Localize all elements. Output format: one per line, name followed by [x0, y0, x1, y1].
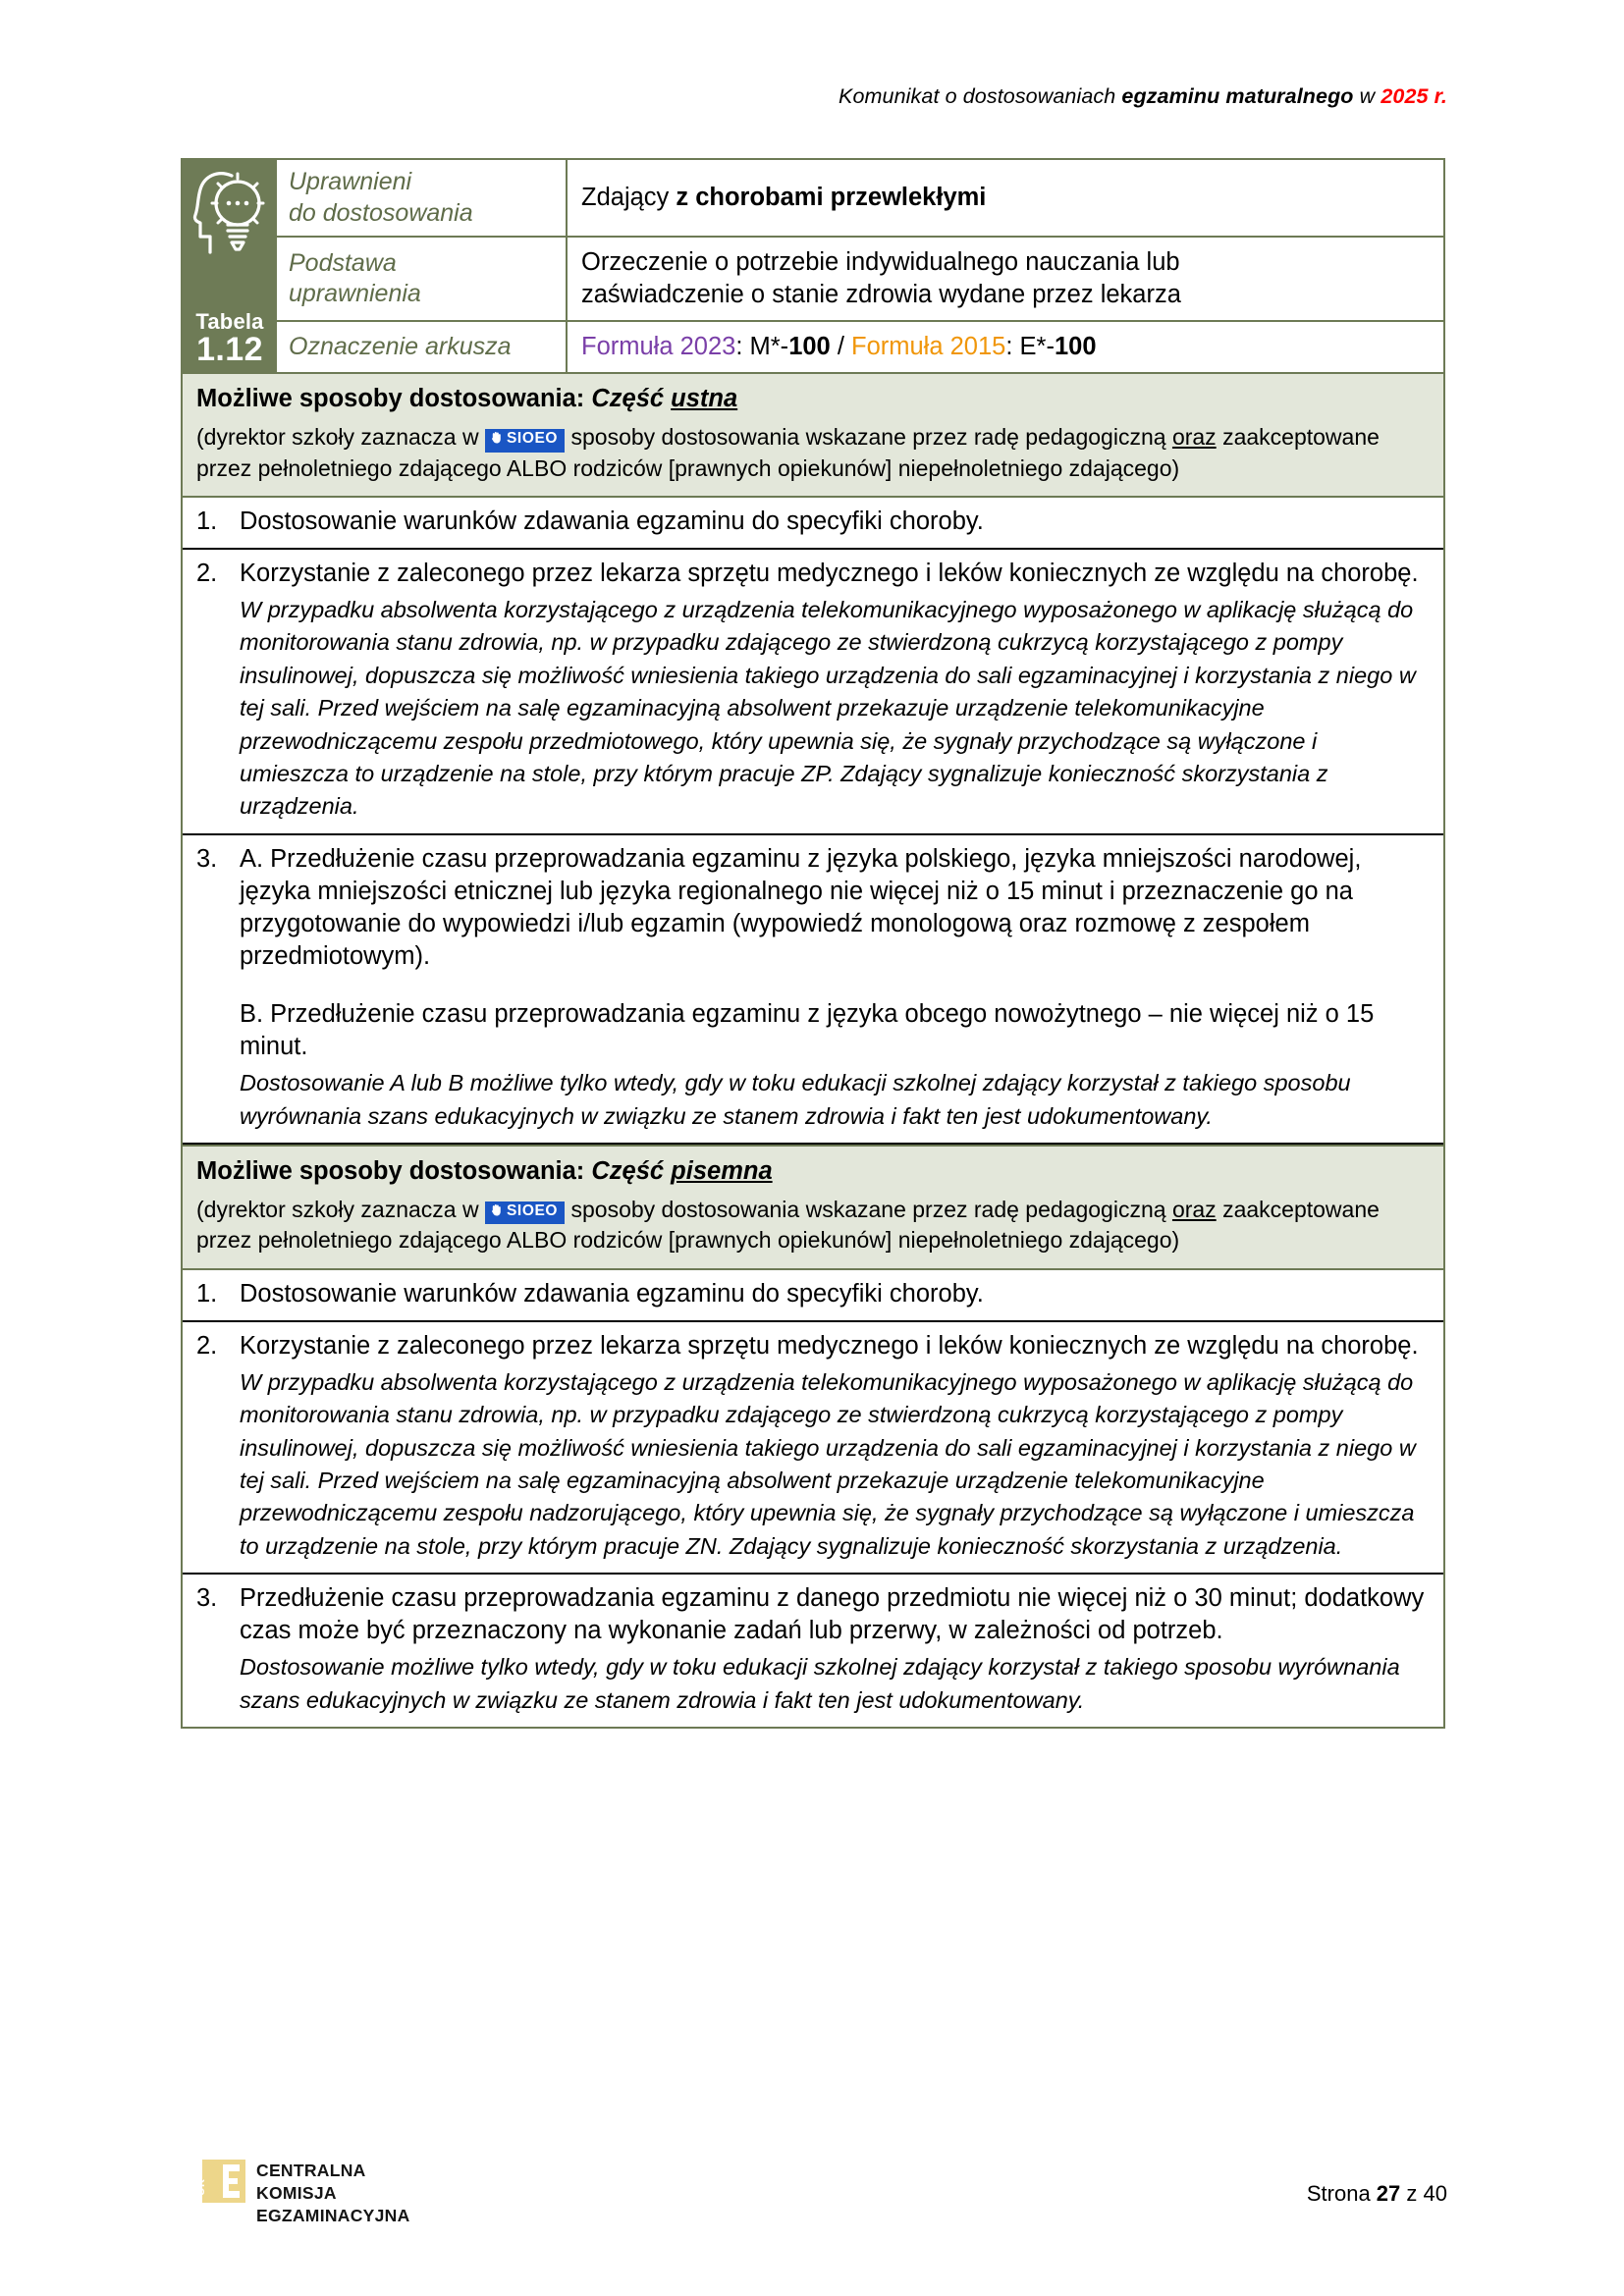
section-note-oral-p3: zaakceptowane przez pełnoletniego zdającego ALBO rodziców [prawnych opiekunów] niepełnoletniego zdającego): [196, 424, 1380, 481]
sioeo-badge[interactable]: [485, 429, 565, 452]
page-number-current: 27: [1376, 2181, 1401, 2206]
list-item: [183, 1322, 1443, 1575]
formula-2015-label: Formuła 2015: [851, 333, 1006, 361]
cke-logo-k: K: [195, 2179, 207, 2187]
list-item-number: 2.: [196, 559, 218, 587]
list-item-text: Przedłużenie czasu przeprowadzania egzaminu z danego przedmiotu nie więcej niż o 30 minut; dodatkowy czas może być przeznaczony na wykonanie zadań lub przerwy, w zależności od potrzeb.: [240, 1584, 1425, 1645]
list-item: [183, 550, 1443, 835]
header-label-basis-line2: uprawnienia: [289, 280, 421, 308]
list-item-body: [240, 558, 1430, 824]
header-value-eligible-normal: Zdający: [581, 183, 677, 211]
list-item-text: Korzystanie z zaleconego przez lekarza sprzętu medycznego i leków koniecznych ze względu na chorobę.: [240, 559, 1419, 587]
formula-2023-label: Formuła 2023: [581, 333, 736, 361]
list-item: [183, 1270, 1443, 1322]
paragraph-spacer: [240, 973, 1430, 998]
cke-logo-line3: EGZAMINACYJNA: [256, 2206, 410, 2226]
page-number-middle: z: [1400, 2181, 1424, 2206]
cke-logo-line2: KOMISJA: [256, 2183, 337, 2204]
section-note-written-p1: (dyrektor szkoły zaznacza w: [196, 1197, 485, 1223]
header-row-basis: [277, 238, 1443, 322]
sioeo-badge[interactable]: [485, 1201, 565, 1224]
section-note-oral-p2: sposoby dostosowania wskazane przez radę pedagogiczną: [565, 424, 1172, 451]
section-note-oral-oraz: oraz: [1171, 424, 1217, 451]
header-label-basis: [277, 238, 568, 320]
list-item-text-a: A. Przedłużenie czasu przeprowadzania egzaminu z języka polskiego, języka mniejszości narodowej, języka mniejszości etnicznej lub języka regionalnego nie więcej niż o 15 minut i przeznaczenie go na przygotowanie do wypowiedzi i/lub egzamin (wypowiedź monologową oraz rozmowę z zespołem przedmiotowym).: [240, 844, 1362, 971]
section-title-oral-part: Część: [591, 385, 672, 413]
list-item-number: 3.: [196, 844, 218, 873]
sioeo-badge-label: SIOEO: [506, 1202, 559, 1220]
formula-2015-code-prefix: E*-: [1019, 333, 1055, 361]
formula-2023-code-bold: 100: [788, 333, 831, 361]
list-item: [183, 835, 1443, 1146]
header-row-eligible: [277, 160, 1443, 238]
table-badge-number: 1.12: [196, 330, 263, 368]
formula-2023-code-prefix: M*-: [749, 333, 789, 361]
table-header-block: [183, 160, 1443, 372]
header-label-eligible: [277, 160, 568, 236]
running-header-middle: w: [1353, 84, 1381, 108]
page-number: [1307, 2181, 1447, 2207]
section-note-written: [196, 1195, 1430, 1256]
section-title-written-prefix: Możliwe sposoby dostosowania:: [196, 1157, 592, 1186]
section-title-written-kind: pisemna: [671, 1157, 773, 1186]
list-item-note: Dostosowanie możliwe tylko wtedy, gdy w toku edukacji szkolnej zdający korzystał z takiego sposobu wyrównania szans edukacyjnych w związku ze stanem zdrowia i fakt ten jest udokumentowany.: [240, 1654, 1400, 1713]
table-badge-cell: [183, 160, 277, 372]
section-header-written: [183, 1145, 1443, 1269]
list-item-body: [240, 1278, 1430, 1310]
list-item-note: W przypadku absolwenta korzystającego z urządzenia telekomunikacyjnego wyposażonego w aplikację służącą do monitorowania stanu zdrowia, np. w przypadku zdającego ze stwierdzoną cukrzycą korzystającego z pompy insulinowej, dopuszcza się możliwość wniesienia takiego urządzenia do sali egzaminacyjnej i korzystania z niego w tej sali. Przed wejściem na salę egzaminacyjną absolwent przekazuje urządzenie telekomunikacyjne przewodniczącemu zespołu przedmiotowego, który upewnia się, że sygnały przychodzące są wyłączone i umieszcza to urządzenie na stole, przy którym pracuje ZP. Zdający sygnalizuje konieczność skorzystania z urządzenia.: [240, 597, 1416, 820]
header-label-sheet-code: [277, 322, 568, 372]
section-note-written-oraz: oraz: [1171, 1197, 1217, 1223]
list-item-text: Korzystanie z zaleconego przez lekarza sprzętu medycznego i leków koniecznych ze względu na chorobę.: [240, 1331, 1419, 1360]
header-value-basis-line2: zaświadczenie o stanie zdrowia wydane przez lekarza: [581, 281, 1181, 309]
table-badge-text: [183, 311, 277, 366]
table-header-rows: [277, 160, 1443, 372]
list-item-body: [240, 1582, 1430, 1717]
sioeo-hand-icon: [490, 431, 504, 449]
list-item-number: 3.: [196, 1584, 218, 1613]
list-item-number: 1.: [196, 507, 218, 535]
cke-logo-text: [256, 2160, 410, 2227]
list-item-body: [240, 506, 1430, 538]
formula-2015-sep: :: [1005, 333, 1020, 361]
section-title-oral-kind: ustna: [671, 385, 738, 413]
cke-logo-mark-icon: [195, 2160, 245, 2203]
header-label-eligible-line1: Uprawnieni: [289, 168, 412, 195]
cke-logo: [195, 2160, 410, 2227]
list-item-body: [240, 843, 1430, 1134]
list-item-number: 1.: [196, 1279, 218, 1308]
cke-logo-e: [223, 2164, 240, 2198]
section-note-oral: [196, 422, 1430, 484]
page-number-prefix: Strona: [1306, 2181, 1377, 2206]
header-value-eligible: [568, 160, 1443, 236]
adjustments-table: [181, 158, 1445, 1729]
header-value-eligible-bold: z chorobami przewlekłymi: [676, 183, 987, 211]
list-item-note: Dostosowanie A lub B możliwe tylko wtedy, gdy w toku edukacji szkolnej zdający korzystał z takiego sposobu wyrównania szans edukacyjnych w związku ze stanem zdrowia i fakt ten jest udokumentowany.: [240, 1070, 1351, 1129]
section-note-written-p2: sposoby dostosowania wskazane przez radę pedagogiczną: [565, 1197, 1172, 1223]
sioeo-hand-icon: [490, 1203, 504, 1221]
header-label-basis-line1: Podstawa: [289, 248, 397, 277]
cke-logo-c: C: [195, 2188, 207, 2196]
section-note-written-p3: zaakceptowane przez pełnoletniego zdającego ALBO rodziców [prawnych opiekunów] niepełnoletniego zdającego): [196, 1197, 1380, 1254]
list-item-body: [240, 1330, 1430, 1563]
list-item-note: W przypadku absolwenta korzystającego z urządzenia telekomunikacyjnego wyposażonego w aplikację służącą do monitorowania stanu zdrowia, np. w przypadku zdającego ze stwierdzoną cukrzycą korzystającego z pompy insulinowej, dopuszcza się możliwość wniesienia takiego urządzenia do sali egzaminacyjnej i korzystania z niego w tej sali. Przed wejściem na salę egzaminacyjną absolwent przekazuje urządzenie telekomunikacyjne przewodniczącemu zespołu nadzorującego, który upewnia się, że sygnały przychodzące są wyłączone i umieszcza to urządzenie na stole, przy którym pracuje ZN. Zdający sygnalizuje konieczność skorzystania z urządzenia.: [240, 1368, 1416, 1559]
list-item-text-b: B. Przedłużenie czasu przeprowadzania egzaminu z języka obcego nowożytnego – nie więcej niż o 15 minut.: [240, 1000, 1375, 1061]
section-note-oral-p1: (dyrektor szkoły zaznacza w: [196, 424, 485, 451]
formula-2015-code-bold: 100: [1054, 333, 1097, 361]
formula-separator: /: [830, 333, 851, 361]
list-item: [183, 498, 1443, 550]
header-value-basis-line1: Orzeczenie o potrzebie indywidualnego nauczania lub: [581, 248, 1180, 276]
head-lightbulb-icon: [189, 166, 271, 264]
list-item: [183, 1575, 1443, 1727]
header-row-sheet-code: [277, 322, 1443, 372]
running-header-year: 2025 r.: [1380, 84, 1447, 108]
section-title-written: [196, 1156, 1430, 1188]
formula-2023-sep: :: [735, 333, 750, 361]
running-header: [839, 84, 1447, 109]
header-label-sheet-code-text: Oznaczenie arkusza: [289, 333, 512, 361]
list-item-number: 2.: [196, 1331, 218, 1360]
running-header-bold: egzaminu maturalnego: [1121, 84, 1354, 108]
cke-logo-line1: CENTRALNA: [256, 2161, 366, 2180]
list-item-text: Dostosowanie warunków zdawania egzaminu do specyfiki choroby.: [240, 507, 984, 535]
header-label-eligible-line2: do dostosowania: [289, 198, 473, 227]
section-header-oral: [183, 372, 1443, 497]
running-header-prefix: Komunikat o dostosowaniach: [839, 84, 1122, 108]
header-value-sheet-code: [568, 322, 1443, 372]
table-badge-label: Tabela: [195, 309, 264, 335]
sioeo-badge-label: SIOEO: [506, 430, 559, 448]
list-item-text: Dostosowanie warunków zdawania egzaminu do specyfiki choroby.: [240, 1279, 984, 1308]
section-title-written-part: Część: [591, 1157, 672, 1186]
section-title-oral: [196, 384, 1430, 415]
header-value-basis: [568, 238, 1443, 320]
page-number-total: 40: [1423, 2181, 1447, 2206]
section-title-oral-prefix: Możliwe sposoby dostosowania:: [196, 385, 592, 413]
